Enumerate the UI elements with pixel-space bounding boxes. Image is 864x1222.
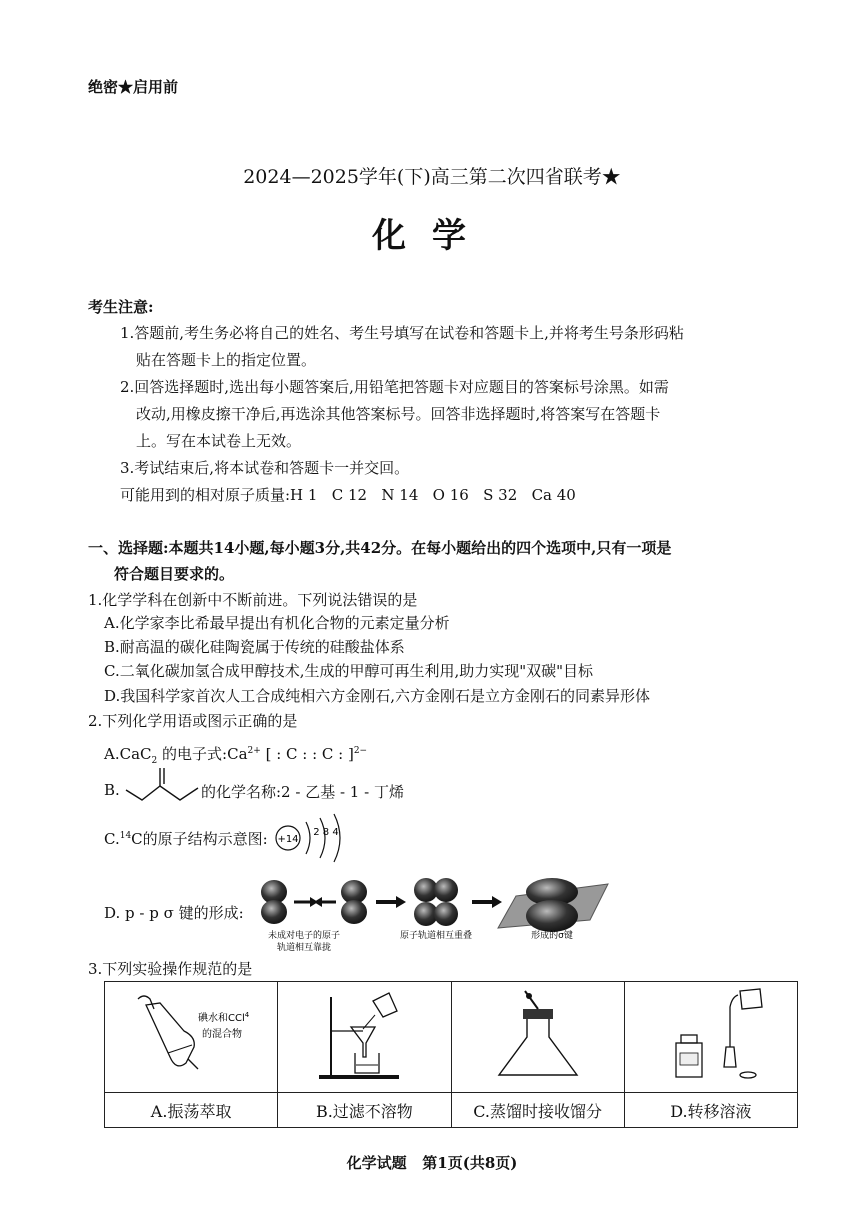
sigma-bond-formation-diagram xyxy=(260,866,620,956)
subject-title: 化学 xyxy=(372,216,492,256)
q1-stem: 1.化学学科在创新中不断前进。下列说法错误的是 xyxy=(88,591,418,609)
q3-option-b: B.过滤不溶物 xyxy=(278,1093,451,1128)
notice-item-1: 1.答题前,考生务必将自己的姓名、考生号填写在试卷和答题卡上,并将考生号条形码粘 xyxy=(120,324,684,342)
skeletal-formula-2-ethyl-1-butene xyxy=(124,766,200,802)
notice-item-3: 3.考试结束后,将本试卷和答题卡一并交回。 xyxy=(120,459,410,477)
q2-option-c: C.$^{14}$C的原子结构示意图: xyxy=(104,830,268,848)
filtration-apparatus-image xyxy=(289,987,439,1083)
notice-heading: 考生注意: xyxy=(88,298,154,316)
atomic-masses: 可能用到的相对原子质量:H 1 C 12 N 14 O 16 S 32 Ca 40 xyxy=(120,486,576,504)
q2-option-d: D. p - p σ 键的形成: xyxy=(104,904,244,922)
notice-item-2-cont2: 上。写在本试卷上无效。 xyxy=(136,432,302,450)
q2-stem: 2.下列化学用语或图示正确的是 xyxy=(88,712,298,730)
q1-option-d: D.我国科学家首次人工合成纯相六方金刚石,六方金刚石是立方金刚石的同素异形体 xyxy=(104,687,651,705)
q2-option-b-prefix: B. xyxy=(104,781,120,799)
q3-image-a-cell xyxy=(105,982,278,1093)
q3-stem: 3.下列实验操作规范的是 xyxy=(88,960,253,978)
funnel-label-sub: 4 xyxy=(244,1011,250,1019)
q3-image-c-cell xyxy=(451,982,624,1093)
page-footer: 化学试题 第1页(共8页) xyxy=(346,1154,518,1172)
q2-option-a: A.CaC$_2$ 的电子式$:Ca^{2+}$ [ : C : : C : ]$^{2-}$ xyxy=(104,745,368,766)
q1-option-b: B.耐高温的碳化硅陶瓷属于传统的硅酸盐体系 xyxy=(104,638,405,656)
notice-item-1-cont: 贴在答题卡上的指定位置。 xyxy=(136,351,317,369)
q3-option-a: A.振荡萃取 xyxy=(105,1093,278,1128)
svg-text:碘水和CCl4 xyxy=(198,1011,250,1024)
shell-electrons: 2 8 4 xyxy=(313,827,339,838)
funnel-label-line1: 碘水和CCl xyxy=(198,1013,245,1024)
caption-approach-1: 未成对电子的原子 xyxy=(267,931,341,941)
section1-heading-cont: 符合题目要求的。 xyxy=(114,565,235,583)
q2-option-b-text: 的化学名称:2 - 乙基 - 1 - 丁烯 xyxy=(201,783,404,801)
q3-image-b-cell xyxy=(278,982,451,1093)
funnel-label-line2: 的混合物 xyxy=(202,1029,243,1040)
caption-approach-2: 轨道相互靠拢 xyxy=(276,943,332,953)
caption-sigma-bond: 形成的σ键 xyxy=(531,931,573,941)
section1-heading: 一、选择题:本题共14小题,每小题3分,共42分。在每小题给出的四个选项中,只有一项是 xyxy=(88,539,672,557)
nucleus-label: +14 xyxy=(277,834,299,845)
q1-option-a: A.化学家李比希最早提出有机化合物的元素定量分析 xyxy=(104,614,450,632)
separatory-funnel-shaking-image xyxy=(116,987,266,1083)
q3-options-table xyxy=(104,981,798,1128)
exam-title: 2024—2025学年(下)高三第二次四省联考★ xyxy=(243,166,621,188)
q1-option-c: C.二氧化碳加氢合成甲醇技术,生成的甲醇可再生利用,助力实现"双碳"目标 xyxy=(104,662,594,680)
solution-transfer-image xyxy=(636,987,786,1083)
caption-overlap: 原子轨道相互重叠 xyxy=(399,931,473,941)
notice-item-2: 2.回答选择题时,选出每小题答案后,用铅笔把答题卡对应题目的答案标号涂黑。如需 xyxy=(120,378,669,396)
secret-label: 绝密★启用前 xyxy=(88,78,179,96)
q3-option-c: C.蒸馏时接收馏分 xyxy=(451,1093,624,1128)
carbon-atom-structure-diagram xyxy=(274,810,370,866)
notice-item-2-cont: 改动,用橡皮擦干净后,再选涂其他答案标号。回答非选择题时,将答案写在答题卡 xyxy=(136,405,661,423)
q3-option-d: D.转移溶液 xyxy=(624,1093,797,1128)
q3-image-d-cell xyxy=(624,982,797,1093)
distillation-receiver-image xyxy=(463,987,613,1083)
